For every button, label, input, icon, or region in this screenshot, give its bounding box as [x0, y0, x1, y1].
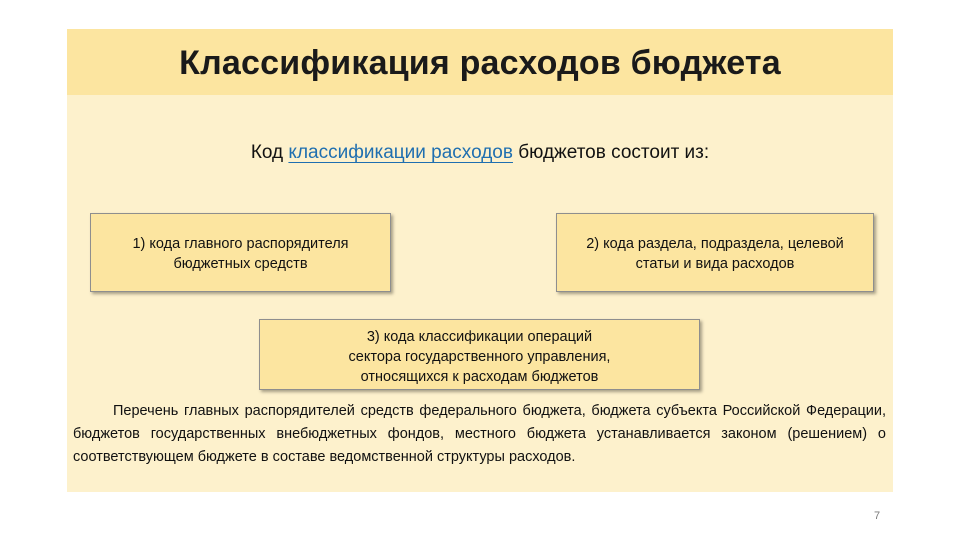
slide-title: Классификация расходов бюджета [179, 44, 781, 82]
code-box-3-line-3: относящихся к расходам бюджетов [360, 369, 599, 385]
code-box-3 [259, 319, 700, 390]
classification-link[interactable]: классификации расходов [288, 142, 513, 163]
code-box-1-line-1: 1) кода главного распорядителя [132, 236, 349, 252]
code-box-1 [90, 213, 391, 292]
body-paragraph: Перечень главных распорядителей средств федерального бюджета, бюджета субъекта Российской Федерации, бюджетов государственных внебюджетных фондов, местного бюджета устанавливается законом (решением) о соответствующем бюджете в составе ведомственной структуры расходов. [73, 403, 886, 465]
intro-line [67, 142, 893, 164]
intro-text-after: бюджетов состоит из: [512, 142, 710, 163]
intro-text-before: Код [250, 142, 289, 163]
code-box-2 [556, 213, 874, 292]
code-box-2-line-2: статьи и вида расходов [635, 256, 795, 272]
code-box-3-line-1: 3) кода классификации операций [366, 329, 593, 345]
code-box-3-line-2: сектора государственного управления, [348, 349, 611, 365]
code-box-2-line-1: 2) кода раздела, подраздела, целевой [586, 236, 844, 252]
code-box-1-line-2: бюджетных средств [173, 256, 308, 272]
page-number: 7 [874, 510, 881, 522]
